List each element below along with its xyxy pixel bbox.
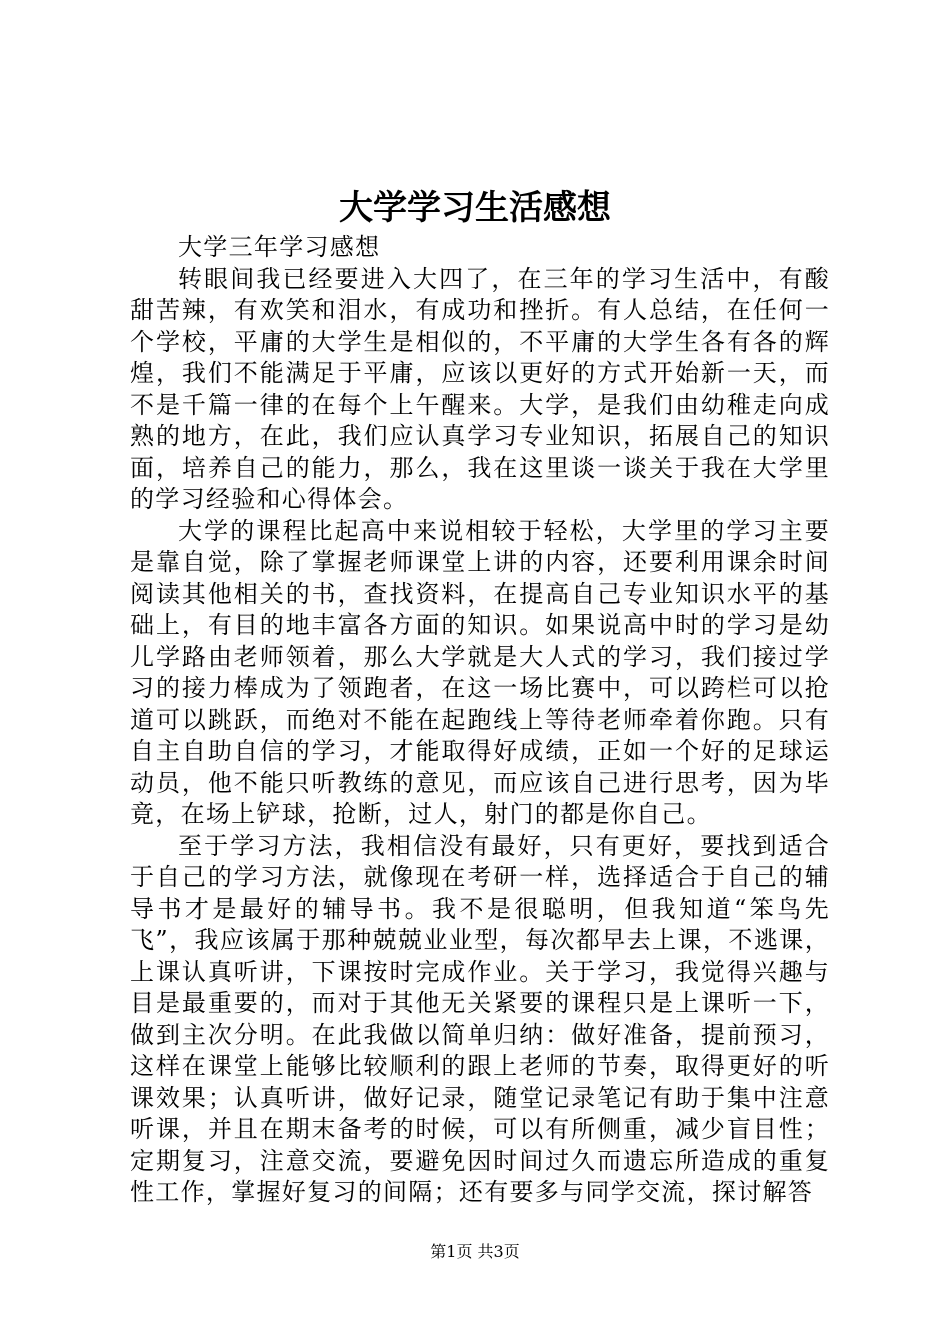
paragraph: 至于学习方法，我相信没有最好，只有更好，要找到适合于自己的学习方法，就像现在考研一样，选择适合于自己的辅导书才是最好的辅导书。我不是很聪明，但我知道“笨鸟先飞”，我应该属于那种兢兢业业型，每次都早去上课，不逃课，上课认真听讲，下课按时完成作业。关于学习，我觉得兴趣与目是最重要的，而对于其他无关紧要的课程只是上课听一下，做到主次分明。在此我做以简单归纳：做好准备，提前预习，这样在课堂上能够比较顺利的跟上老师的节奏，取得更好的听课效果；认真听讲，做好记录，随堂记录笔记有助于集中注意听课，并且在期末备考的时候，可以有所侧重，减少盲目性；定期复习，注意交流，要避免因时间过久而遗忘所造成的重复性工作，掌握好复习的间隔；还有要多与同学交流，探讨解答 [130, 831, 830, 1206]
document-body [130, 232, 830, 1209]
paragraph: 大学的课程比起高中来说相较于轻松，大学里的学习主要是靠自觉，除了掌握老师课堂上讲的内容，还要利用课余时间阅读其他相关的书，查找资料，在提高自己专业知识水平的基础上，有目的地丰富各方面的知识。如果说高中时的学习是幼儿学路由老师领着，那么大学就是大人式的学习，我们接过学习的接力棒成为了领跑者，在这一场比赛中，可以跨栏可以抢道可以跳跃，而绝对不能在起跑线上等待老师牵着你跑。只有自主自助自信的学习，才能取得好成绩，正如一个好的足球运动员，他不能只听教练的意见，而应该自己进行思考，因为毕竟，在场上铲球，抢断，过人，射门的都是你自己。 [130, 516, 830, 828]
document-title: 大学学习生活感想 [339, 188, 611, 228]
paragraph-subtitle: 大学三年学习感想 [178, 233, 381, 261]
page-number-footer: 第1页 共3页 [430, 1242, 520, 1261]
paragraph: 转眼间我已经要进入大四了，在三年的学习生活中，有酸甜苦辣，有欢笑和泪水，有成功和挫折。有人总结，在任何一个学校，平庸的大学生是相似的，不平庸的大学生各有各的辉煌，我们不能满足于平庸，应该以更好的方式开始新一天，而不是千篇一律的在每个上午醒来。大学，是我们由幼稚走向成熟的地方，在此，我们应认真学习专业知识，拓展自己的知识面，培养自己的能力，那么，我在这里谈一谈关于我在大学里的学习经验和心得体会。 [130, 264, 830, 513]
